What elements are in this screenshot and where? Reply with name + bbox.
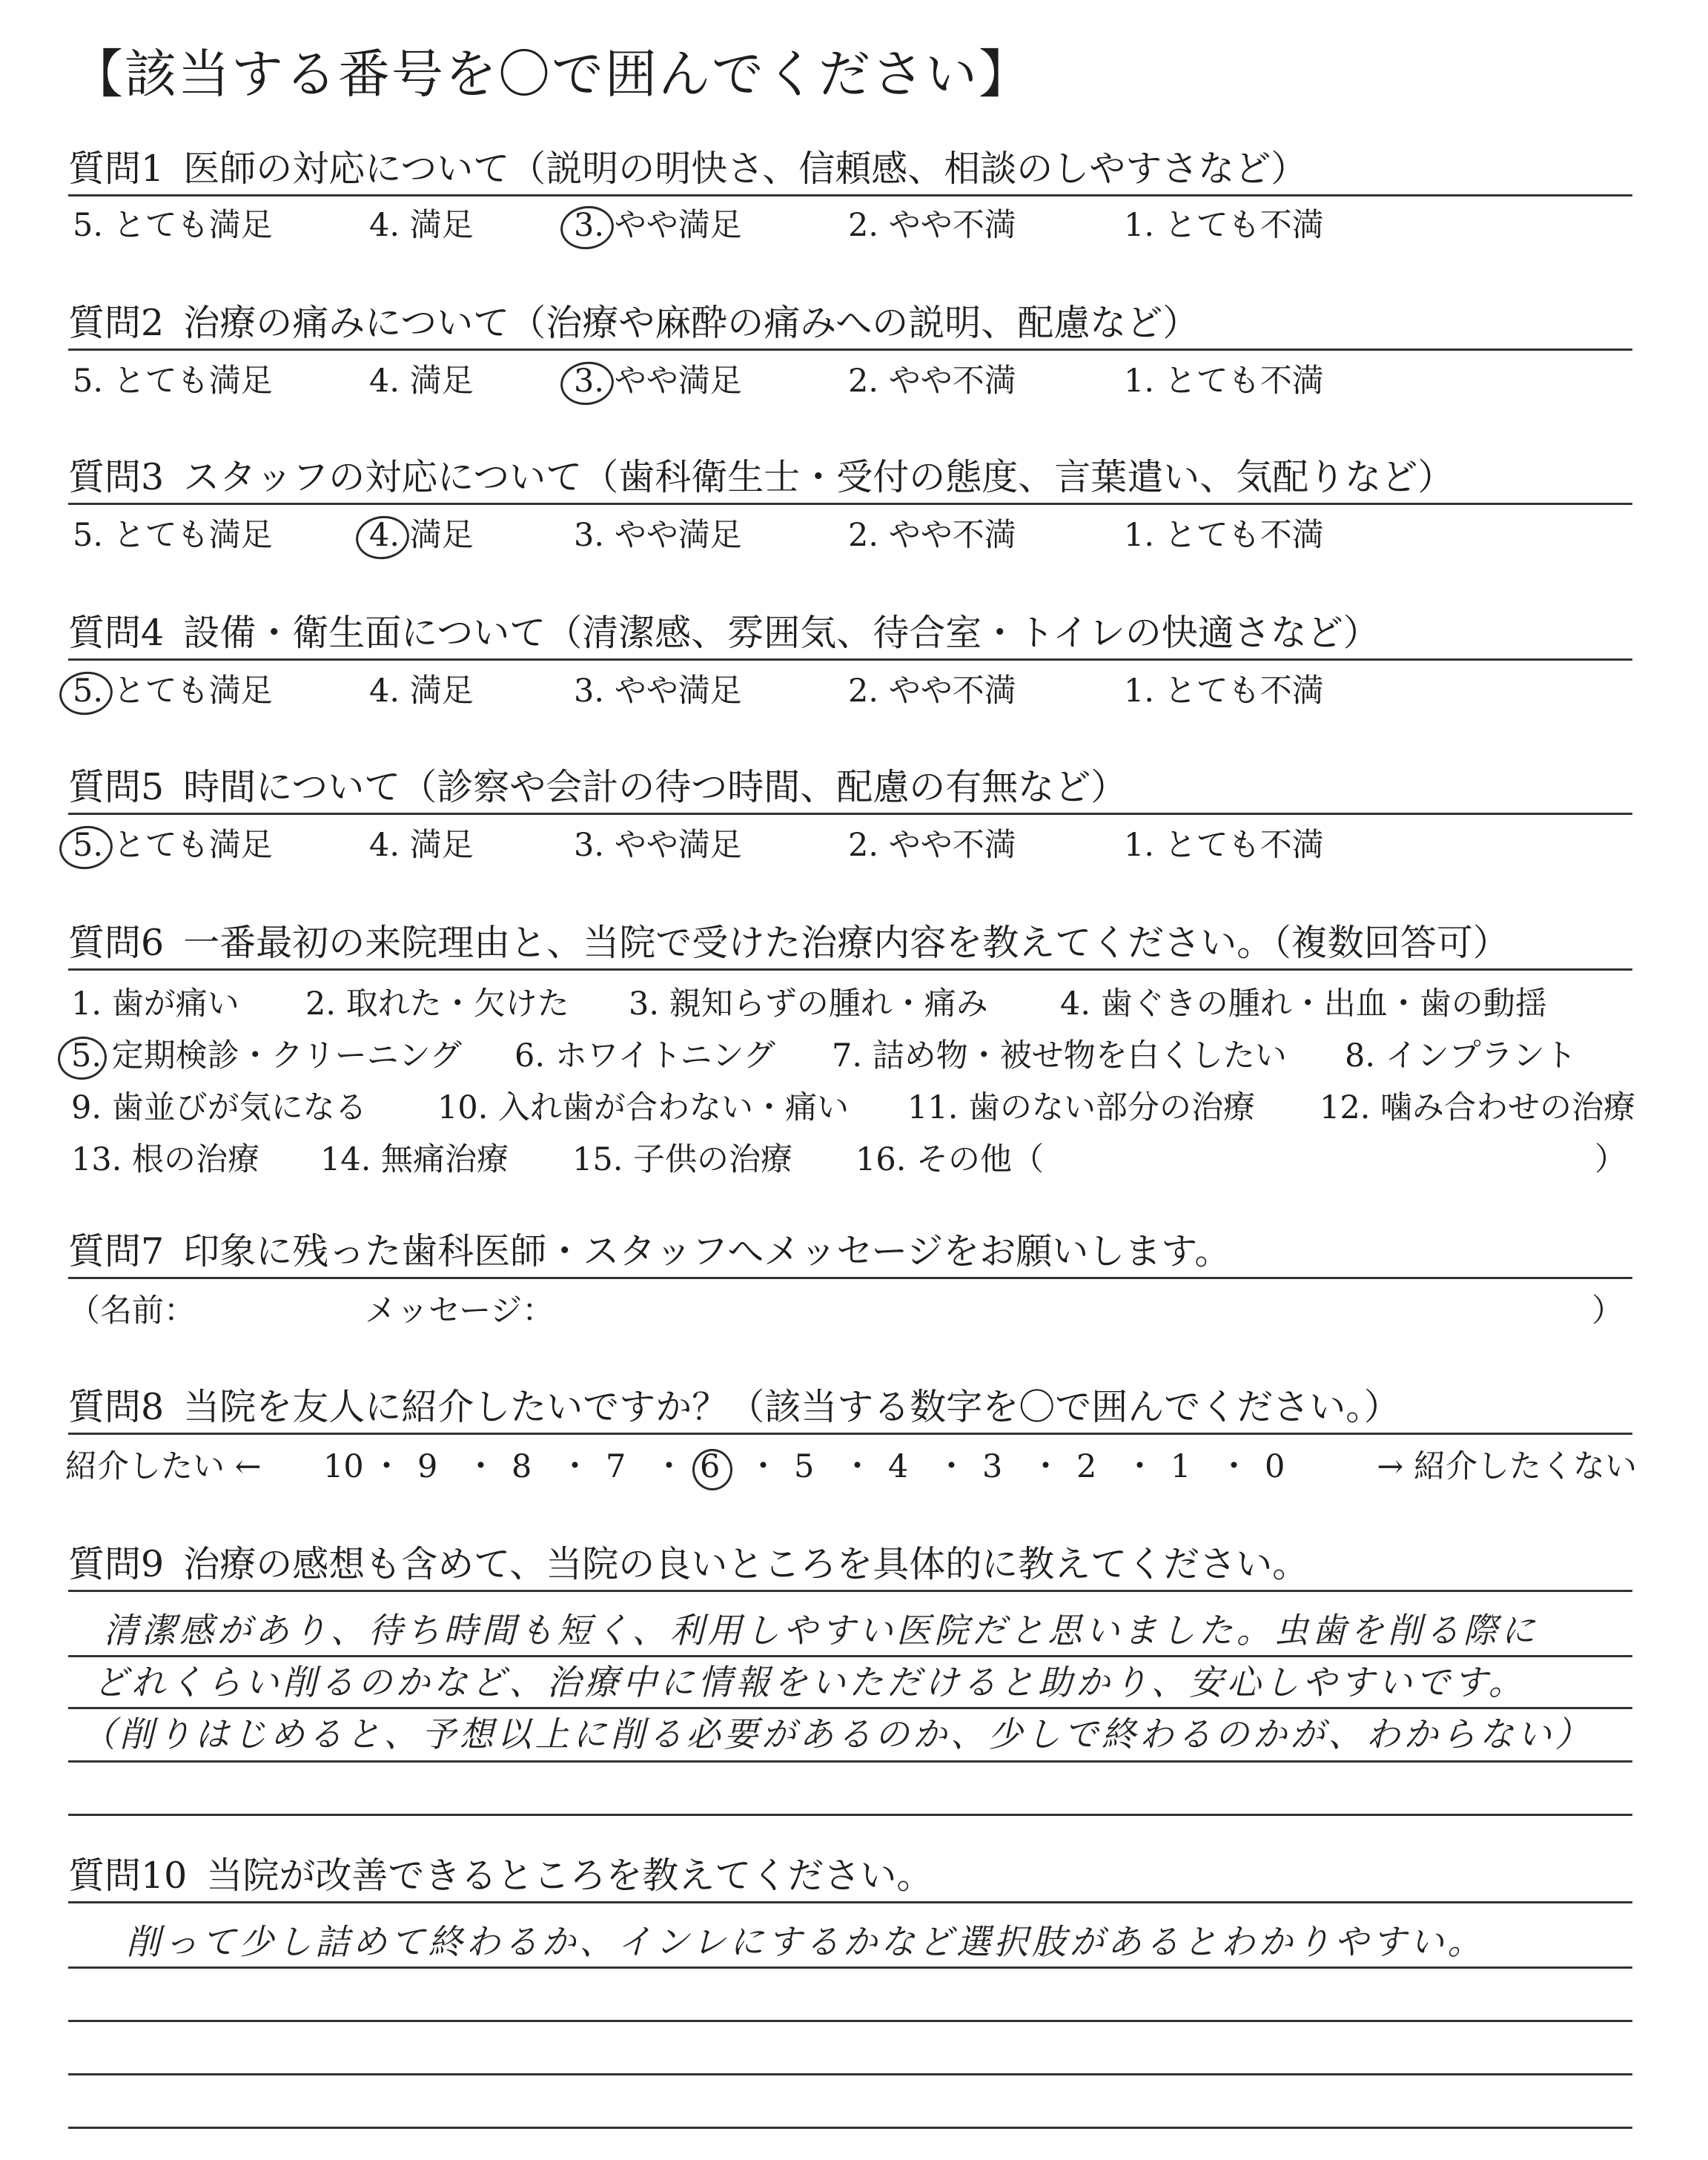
q6-option-6[interactable]: 6. ホワイトニング bbox=[514, 1037, 775, 1074]
scale-separator: ・ bbox=[747, 1448, 779, 1485]
q6-option-12[interactable]: 12. 噛み合わせの治療 bbox=[1320, 1089, 1636, 1126]
scale-separator: ・ bbox=[936, 1448, 967, 1485]
question-number: 質問7 bbox=[68, 1230, 165, 1272]
question-9-answer-line-3: （削りはじめると、予想以上に削る必要があるのか、少しで終わるのかが、わからない） bbox=[82, 1714, 1593, 1755]
rating-option-4[interactable]: 4. 満足 bbox=[369, 512, 474, 559]
q6-option-9[interactable]: 9. 歯並びが気になる bbox=[71, 1089, 367, 1126]
question-7-message-row bbox=[68, 1287, 1632, 1335]
question-text: 一番最初の来院理由と、当院で受けた治療内容を教えてください。（複数回答可） bbox=[183, 922, 1509, 964]
question-3-title bbox=[68, 454, 1632, 505]
question-2-title bbox=[68, 300, 1632, 351]
question-number: 質問2 bbox=[68, 302, 165, 344]
answer-line bbox=[68, 1814, 1632, 1816]
rating-option-1[interactable]: 1. とても不満 bbox=[1124, 827, 1324, 864]
rating-option-1[interactable]: 1. とても不満 bbox=[1124, 673, 1324, 710]
rating-option-2[interactable]: 2. やや不満 bbox=[848, 827, 1016, 864]
scale-value-6[interactable]: 6 bbox=[700, 1443, 720, 1490]
answer-line bbox=[68, 2020, 1632, 2022]
question-number: 質問3 bbox=[68, 456, 165, 498]
scale-value-2[interactable]: 2 bbox=[1076, 1448, 1097, 1485]
question-number: 質問5 bbox=[68, 766, 165, 808]
rating-option-4[interactable]: 4. 満足 bbox=[369, 363, 474, 400]
rating-option-5[interactable]: 5. とても満足 bbox=[73, 207, 273, 244]
question-6-option-row bbox=[71, 1136, 1635, 1183]
instruction-heading: 【該当する番号を〇で囲んでください】 bbox=[71, 44, 1032, 105]
question-5-options bbox=[73, 822, 1637, 869]
answer-line bbox=[68, 1707, 1632, 1709]
scale-separator: ・ bbox=[841, 1448, 873, 1485]
scale-left-label: 紹介したい ← bbox=[65, 1448, 262, 1485]
scale-separator: ・ bbox=[371, 1448, 403, 1485]
rating-option-3[interactable]: 3. やや満足 bbox=[574, 357, 742, 405]
rating-option-4[interactable]: 4. 満足 bbox=[369, 207, 474, 244]
rating-option-1[interactable]: 1. とても不満 bbox=[1124, 363, 1324, 400]
question-3-options bbox=[73, 512, 1637, 559]
question-text: 印象に残った歯科医師・スタッフへメッセージをお願いします。 bbox=[183, 1230, 1231, 1272]
q6-option-14[interactable]: 14. 無痛治療 bbox=[320, 1141, 509, 1178]
question-number: 質問1 bbox=[68, 148, 165, 190]
answer-line bbox=[68, 1760, 1632, 1763]
question-text: 時間について（診察や会計の待つ時間、配慮の有無など） bbox=[183, 766, 1128, 808]
answer-line bbox=[68, 1655, 1632, 1657]
scale-value-3[interactable]: 3 bbox=[982, 1448, 1003, 1485]
scale-separator: ・ bbox=[1124, 1448, 1156, 1485]
question-1-options bbox=[73, 202, 1637, 249]
scale-right-label: → 紹介したくない bbox=[1377, 1448, 1637, 1485]
question-text: 医師の対応について（説明の明快さ、信頼感、相談のしやすさなど） bbox=[183, 148, 1308, 190]
scale-value-10[interactable]: 10 bbox=[323, 1448, 364, 1485]
q6-option-5[interactable]: 5. 定期検診・クリーニング bbox=[71, 1032, 462, 1080]
scale-value-0[interactable]: 0 bbox=[1265, 1448, 1285, 1485]
question-5-title bbox=[68, 764, 1632, 815]
q6-option-4[interactable]: 4. 歯ぐきの腫れ・出血・歯の動揺 bbox=[1060, 985, 1547, 1023]
q6-option-16[interactable]: 16. その他（ bbox=[855, 1141, 1045, 1178]
question-number: 質問8 bbox=[68, 1386, 165, 1428]
question-9-answer-line-1: 清潔感があり、待ち時間も短く、利用しやすい医院だと思いました。虫歯を削る際に bbox=[104, 1611, 1539, 1651]
rating-option-4[interactable]: 4. 満足 bbox=[369, 673, 474, 710]
rating-option-2[interactable]: 2. やや不満 bbox=[848, 363, 1016, 400]
close-paren: ） bbox=[1595, 1141, 1626, 1178]
q6-option-1[interactable]: 1. 歯が痛い bbox=[71, 985, 239, 1023]
rating-option-5[interactable]: 5. とても満足 bbox=[73, 667, 273, 715]
question-text: 当院を友人に紹介したいですか？（該当する数字を〇で囲んでください。） bbox=[183, 1386, 1400, 1428]
question-8-scale bbox=[65, 1443, 1637, 1490]
answer-line bbox=[68, 2073, 1632, 2075]
rating-option-1[interactable]: 1. とても不満 bbox=[1124, 517, 1324, 554]
question-6-title bbox=[68, 919, 1632, 971]
scale-value-1[interactable]: 1 bbox=[1171, 1448, 1191, 1485]
rating-option-4[interactable]: 4. 満足 bbox=[369, 827, 474, 864]
question-number: 質問6 bbox=[68, 922, 165, 964]
question-8-title bbox=[68, 1384, 1632, 1435]
scale-separator: ・ bbox=[465, 1448, 497, 1485]
rating-option-1[interactable]: 1. とても不満 bbox=[1124, 207, 1324, 244]
scale-value-9[interactable]: 9 bbox=[417, 1448, 438, 1485]
question-text: スタッフの対応について（歯科衛生士・受付の態度、言葉遣い、気配りなど） bbox=[183, 456, 1454, 498]
question-6-option-row bbox=[71, 1032, 1635, 1080]
scale-separator: ・ bbox=[559, 1448, 591, 1485]
rating-option-2[interactable]: 2. やや不満 bbox=[848, 673, 1016, 710]
question-text: 当院が改善できるところを教えてください。 bbox=[206, 1855, 933, 1897]
rating-option-2[interactable]: 2. やや不満 bbox=[848, 517, 1016, 554]
scale-separator: ・ bbox=[1030, 1448, 1062, 1485]
q6-option-11[interactable]: 11. 歯のない部分の治療 bbox=[907, 1089, 1256, 1126]
scale-value-5[interactable]: 5 bbox=[794, 1448, 815, 1485]
question-7-title bbox=[68, 1228, 1632, 1279]
rating-option-3[interactable]: 3. やや満足 bbox=[574, 673, 742, 710]
question-4-title bbox=[68, 610, 1632, 661]
message-label: メッセージ： bbox=[365, 1292, 555, 1330]
scale-value-7[interactable]: 7 bbox=[606, 1448, 626, 1485]
rating-option-3[interactable]: 3. やや満足 bbox=[574, 517, 742, 554]
q6-option-15[interactable]: 15. 子供の治療 bbox=[572, 1141, 793, 1178]
scale-value-8[interactable]: 8 bbox=[512, 1448, 532, 1485]
answer-line bbox=[68, 1966, 1632, 1969]
q6-option-8[interactable]: 8. インプラント bbox=[1345, 1037, 1577, 1074]
question-4-options bbox=[73, 667, 1637, 715]
rating-option-2[interactable]: 2. やや不満 bbox=[848, 207, 1016, 244]
rating-option-5[interactable]: 5. とても満足 bbox=[73, 363, 273, 400]
close-paren: ） bbox=[1592, 1292, 1623, 1330]
answer-line bbox=[68, 2127, 1632, 2129]
q6-option-2[interactable]: 2. 取れた・欠けた bbox=[305, 985, 569, 1023]
question-9-title bbox=[68, 1541, 1632, 1592]
question-6-option-row bbox=[71, 1084, 1635, 1132]
q6-option-3[interactable]: 3. 親知らずの腫れ・痛み bbox=[629, 985, 988, 1023]
name-label: （名前： bbox=[68, 1292, 196, 1330]
question-text: 治療の痛みについて（治療や麻酔の痛みへの説明、配慮など） bbox=[183, 302, 1199, 344]
question-10-title bbox=[68, 1852, 1632, 1903]
scale-value-4[interactable]: 4 bbox=[888, 1448, 909, 1485]
question-text: 治療の感想も含めて、当院の良いところを具体的に教えてください。 bbox=[183, 1543, 1309, 1585]
question-6-option-row bbox=[71, 980, 1635, 1028]
question-2-options bbox=[73, 357, 1637, 405]
rating-option-5[interactable]: 5. とても満足 bbox=[73, 517, 273, 554]
question-text: 設備・衛生面について（清潔感、雰囲気、待合室・トイレの快適さなど） bbox=[183, 612, 1380, 654]
question-number: 質問9 bbox=[68, 1543, 165, 1585]
question-number: 質問4 bbox=[68, 612, 165, 654]
rating-option-3[interactable]: 3. やや満足 bbox=[574, 827, 742, 864]
question-10-answer-line-1: 削って少し詰めて終わるか、インレにするかなど選択肢があるとわかりやすい。 bbox=[126, 1922, 1486, 1963]
q6-option-10[interactable]: 10. 入れ歯が合わない・痛い bbox=[437, 1089, 850, 1126]
q6-option-13[interactable]: 13. 根の治療 bbox=[71, 1141, 260, 1178]
rating-option-3[interactable]: 3. やや満足 bbox=[574, 202, 742, 249]
rating-option-5[interactable]: 5. とても満足 bbox=[73, 822, 273, 869]
question-1-title bbox=[68, 145, 1632, 196]
question-9-answer-line-2: どれくらい削るのかなど、治療中に情報をいただけると助かり、安心しやすいです。 bbox=[93, 1662, 1526, 1703]
scale-separator: ・ bbox=[1218, 1448, 1250, 1485]
question-number: 質問10 bbox=[68, 1855, 188, 1897]
scale-separator: ・ bbox=[653, 1448, 685, 1485]
q6-option-7[interactable]: 7. 詰め物・被せ物を白くしたい bbox=[832, 1037, 1287, 1074]
